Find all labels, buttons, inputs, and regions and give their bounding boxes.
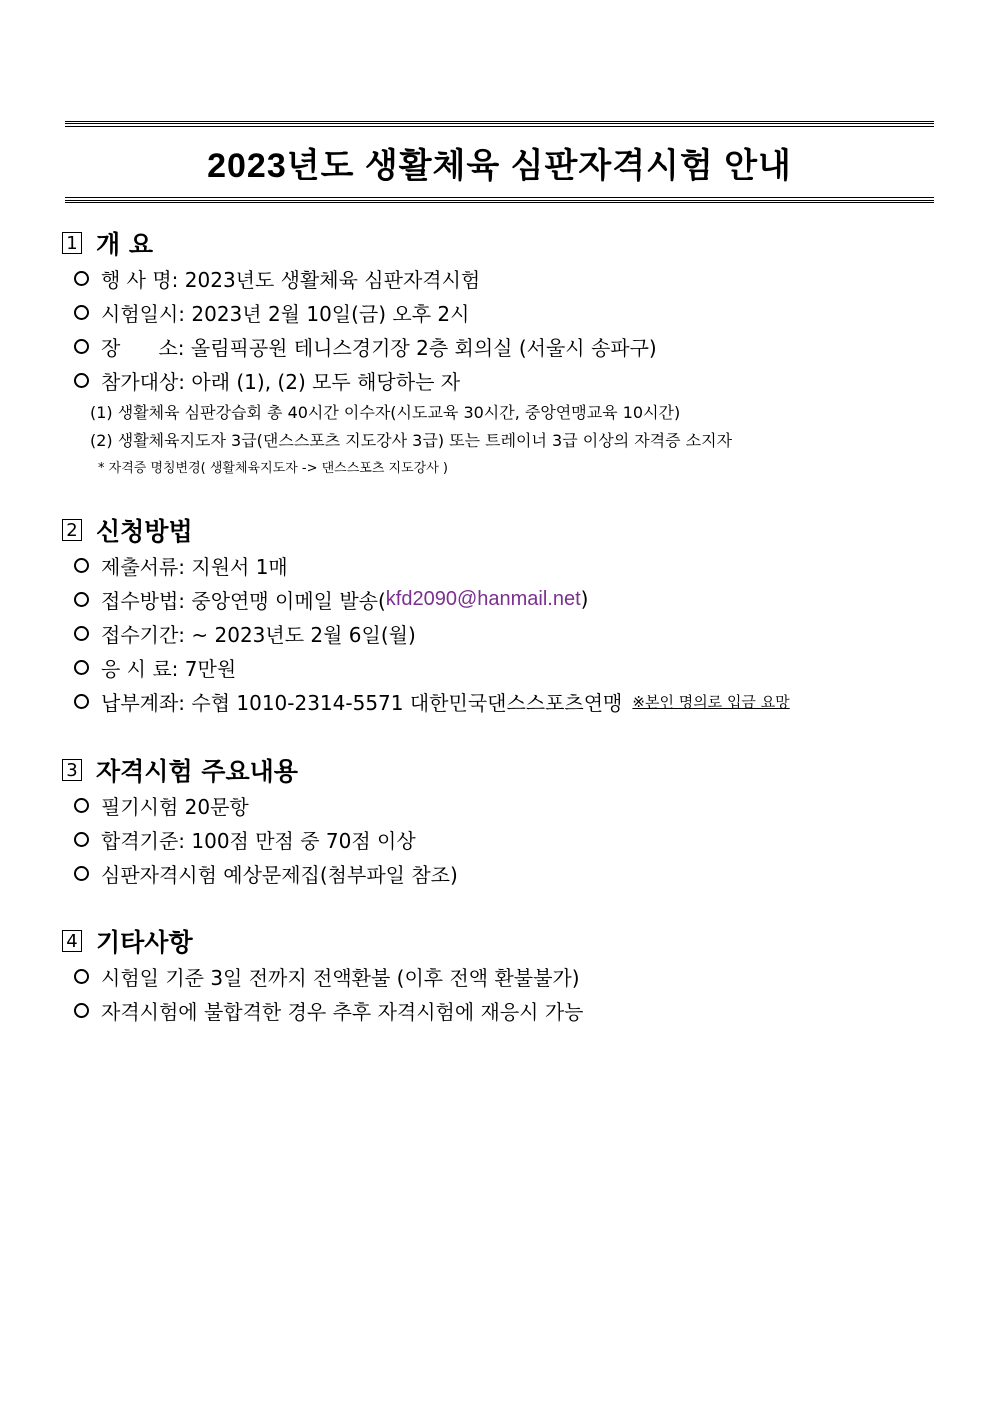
item-text: 합격기준: 100점 만점 중 70점 이상 [101,828,416,853]
section-number: 2 [62,519,82,541]
circle-bullet-icon [74,660,89,675]
circle-bullet-icon [74,373,89,388]
section-heading [62,225,732,261]
circle-bullet-icon [74,305,89,320]
circle-bullet-icon [74,271,89,286]
section-number: 1 [62,232,82,254]
list-item [62,295,732,329]
circle-bullet-icon [74,626,89,641]
section-other [62,923,584,1027]
list-item [62,856,458,890]
title-box [65,123,934,201]
section-title: 개 요 [96,230,154,259]
section-heading [62,512,790,548]
circle-bullet-icon [74,339,89,354]
section-title: 기타사항 [96,928,193,957]
circle-bullet-icon [74,969,89,984]
list-item [62,363,732,397]
section-heading [62,752,458,788]
list-item [62,788,458,822]
list-item [62,548,790,582]
section-number: 3 [62,759,82,781]
item-text: 시험일 기준 3일 전까지 전액환불 (이후 전액 환불불가) [101,965,580,990]
item-text: 시험일시: 2023년 2월 10일(금) 오후 2시 [101,301,470,326]
list-item [62,582,790,616]
sub-item: (1) 생활체육 심판강습회 총 40시간 이수자(시도교육 30시간, 중앙연맹교육 10시간) [90,402,681,422]
item-text: ) [580,587,589,611]
list-item [62,261,732,295]
section-application [62,512,790,718]
item-text: 심판자격시험 예상문제집(첨부파일 참조) [101,862,458,887]
remark-text: ※본인 명의로 입금 요망 [632,692,790,711]
circle-bullet-icon [74,832,89,847]
sub-item: (2) 생활체육지도자 3급(댄스스포츠 지도강사 3급) 또는 트레이너 3급 이상의 자격증 소지자 [90,430,733,450]
section-heading [62,923,584,959]
section-number: 4 [62,930,82,952]
list-item [62,993,584,1027]
page-title: 2023년도 생활체육 심판자격시험 안내 [207,146,792,185]
list-item [62,329,732,363]
list-item [62,616,790,650]
section-title: 신청방법 [96,517,193,546]
circle-bullet-icon [74,1003,89,1018]
item-text: 접수방법: 중앙연맹 이메일 발송( [101,588,386,613]
item-text: 제출서류: 지원서 1매 [101,554,288,579]
item-text: 접수기간: ~ 2023년도 2월 6일(월) [101,622,416,647]
circle-bullet-icon [74,558,89,573]
section-title: 자격시험 주요내용 [96,757,298,786]
circle-bullet-icon [74,798,89,813]
item-text: 납부계좌: 수협 1010-2314-5571 대한민국댄스스포츠연맹 [101,690,623,715]
section-exam-content [62,752,458,890]
item-text: 필기시험 20문항 [101,794,249,819]
list-item [62,822,458,856]
list-item [62,959,584,993]
item-text: 행 사 명: 2023년도 생활체육 심판자격시험 [101,267,481,292]
list-item [62,650,790,684]
circle-bullet-icon [74,866,89,881]
email-link[interactable]: kfd2090@hanmail.net [385,587,581,610]
note-text: * 자격증 명칭변경( 생활체육지도자 -> 댄스스포츠 지도강사 ) [98,460,448,476]
section-overview [62,225,732,479]
item-text: 장 소: 올림픽공원 테니스경기장 2층 회의실 (서울시 송파구) [101,335,657,360]
item-text: 자격시험에 불합격한 경우 추후 자격시험에 재응시 가능 [101,999,584,1024]
list-item [62,684,790,718]
circle-bullet-icon [74,592,89,607]
item-text: 응 시 료: 7만원 [101,656,237,681]
item-text: 참가대상: 아래 (1), (2) 모두 해당하는 자 [101,369,461,394]
circle-bullet-icon [74,694,89,709]
